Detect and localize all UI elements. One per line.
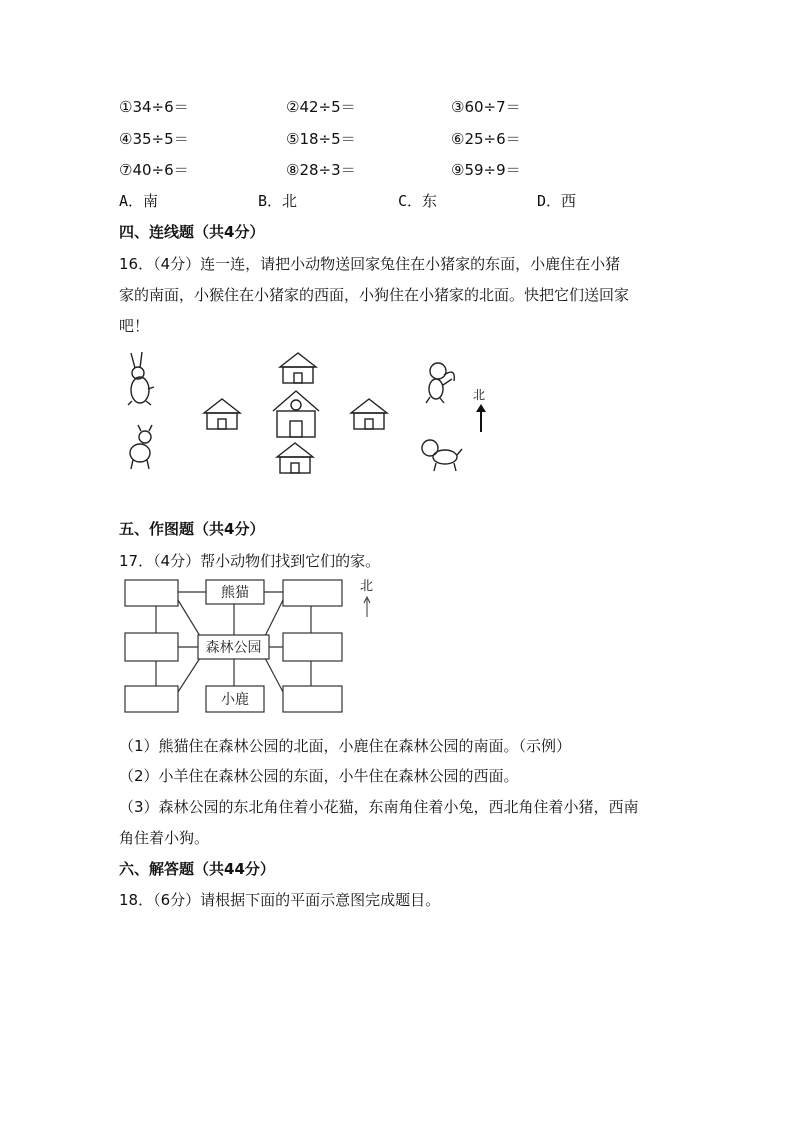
box-sw — [125, 686, 178, 712]
calc-item: ⑤18÷5＝ — [286, 130, 356, 148]
box-se — [283, 686, 342, 712]
q16-line-1: 16．（4分）连一连，请把小动物送回家兔住在小猪家的东面，小鹿住在小猪 — [119, 255, 621, 273]
calc-item: ⑨59÷9＝ — [451, 161, 521, 179]
monkey-icon — [426, 363, 454, 403]
calc-item: ⑧28÷3＝ — [286, 161, 356, 179]
label-deer: 小鹿 — [221, 692, 249, 708]
box-e — [283, 633, 342, 661]
box-nw — [125, 580, 178, 606]
option-a: A．南 — [119, 192, 159, 210]
q16-compass-label: 北 — [473, 388, 486, 402]
house-icon-top — [280, 353, 316, 383]
section-6-heading: 六、解答题（共44分） — [119, 860, 275, 878]
q18-text: 18．（6分）请根据下面的平面示意图完成题目。 — [119, 891, 441, 909]
box-w — [125, 633, 178, 661]
q17-item-1: （1）熊猫住在森林公园的北面，小鹿住在森林公园的南面。（示例） — [119, 737, 572, 755]
pig-house-icon-center — [273, 391, 319, 437]
option-c: C．东 — [398, 192, 438, 210]
rabbit-icon — [128, 352, 154, 405]
q17-text: 17．（4分）帮小动物们找到它们的家。 — [119, 552, 381, 570]
q17-item-2: （2）小羊住在森林公园的东面，小牛住在森林公园的西面。 — [119, 767, 519, 785]
q17-item-3-cont: 角住着小狗。 — [119, 829, 210, 847]
section-4-heading: 四、连线题（共4分） — [119, 223, 265, 241]
label-forest-park: 森林公园 — [205, 640, 262, 656]
deer-icon — [130, 425, 152, 469]
box-ne — [283, 580, 342, 606]
calc-item: ②42÷5＝ — [286, 98, 356, 116]
house-icon-right — [351, 399, 387, 429]
house-icon-left — [204, 399, 240, 429]
q16-picture — [118, 345, 498, 485]
calc-item: ④35÷5＝ — [119, 130, 189, 148]
label-panda: 熊猫 — [221, 585, 249, 601]
q17-diagram — [120, 578, 350, 718]
calc-item: ⑥25÷6＝ — [451, 130, 521, 148]
q17-item-3: （3）森林公园的东北角住着小花猫，东南角住着小兔，西北角住着小猪，西南 — [119, 798, 639, 816]
north-arrow-icon-2 — [362, 596, 372, 618]
q16-line-3: 吧！ — [119, 317, 150, 335]
q17-compass-label: 北 — [360, 579, 374, 594]
north-arrow-icon — [475, 403, 487, 433]
option-b: B．北 — [258, 192, 298, 210]
q16-line-2: 家的南面，小猴住在小猪家的西面，小狗住在小猪家的北面。快把它们送回家 — [119, 286, 630, 304]
section-5-heading: 五、作图题（共4分） — [119, 520, 265, 538]
house-icon-bottom — [277, 443, 313, 473]
calc-item: ⑦40÷6＝ — [119, 161, 189, 179]
calc-item: ①34÷6＝ — [119, 98, 189, 116]
calc-item: ③60÷7＝ — [451, 98, 521, 116]
dog-icon — [422, 440, 462, 471]
option-d: D．西 — [537, 192, 577, 210]
